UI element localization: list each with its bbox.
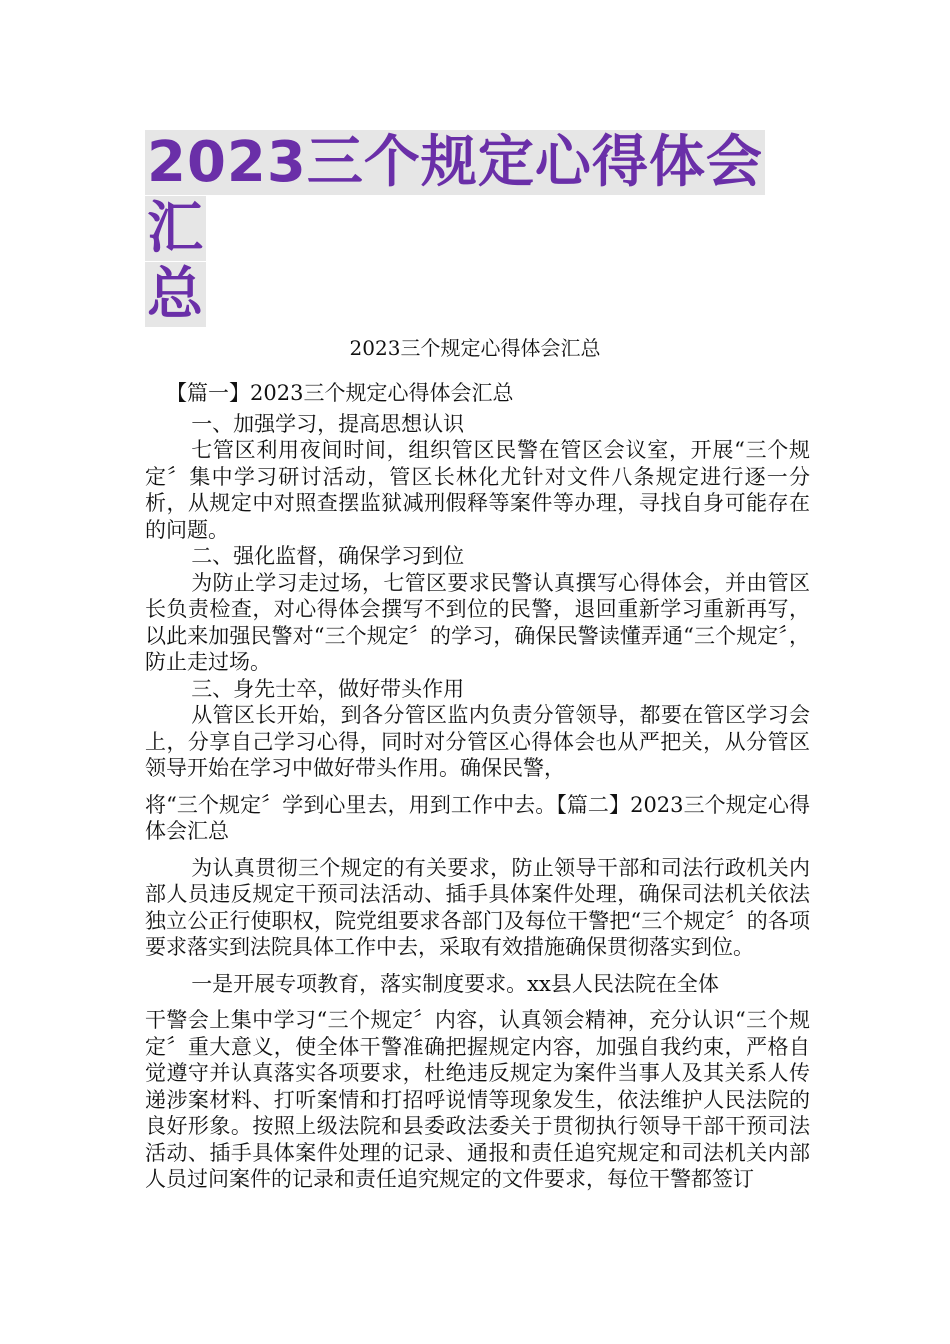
article-2-point-1-body: 干警会上集中学习“三个规定〞内容，认真领会精神，充分认识“三个规定〞重大意义，使全体干警准确把握规定内容，加强自我约束，严格自觉遵守并认真落实各项要求，杜绝违反规定为案件当事人及其关系人传递涉案材料、打听案情和打招呼说情等现象发生，依法维护人民法院的良好形象。按照上级法院和县委政法委关于贯彻执行领导干部干预司法活动、插手具体案件处理的记录、通报和责任追究规定和司法机关内部人员过问案件的记录和责任追究规定的文件要求，每位干警都签订 — [145, 1008, 810, 1191]
article-2-intro: 为认真贯彻三个规定的有关要求，防止领导干部和司法行政机关内部人员违反规定干预司法活动、插手具体案件处理，确保司法机关依法独立公正行使职权，院党组要求各部门及每位干警把“三个规定〞的各项要求落实到法院具体工作中去，采取有效措施确保贯彻落实到位。 — [145, 855, 810, 959]
main-title-line-2: 总 — [147, 262, 204, 327]
main-title-line-1: 2023三个规定心得体会汇 — [147, 130, 763, 261]
article-1-section-3-title: 三、身先士卒，做好带头作用 — [191, 676, 465, 701]
article-1-heading: 【篇一】2023三个规定心得体会汇总 — [166, 381, 514, 405]
article-2-point-1-head: 一是开展专项教育，落实制度要求。xx县人民法院在全体 — [191, 971, 719, 996]
article-1-section-1-body: 七管区利用夜间时间，组织管区民警在管区会议室，开展“三个规定〞集中学习研讨活动，管区长林化尤针对文件八条规定进行逐一分析，从规定中对照查摆监狱减刑假释等案件等办理，寻找自身可能存在的问题。 — [145, 438, 810, 542]
article-1-section-3-body: 从管区长开始，到各分管区监内负责分管领导，都要在管区学习会上，分享自己学习心得，同时对分管区心得体会也从严把关，从分管区领导开始在学习中做好带头作用。确保民警， — [145, 703, 810, 780]
article-1-section-1-title: 一、加强学习，提高思想认识 — [191, 411, 465, 436]
document-subtitle: 2023三个规定心得体会汇总 — [349, 336, 601, 360]
article-1-section-2-title: 二、强化监督，确保学习到位 — [191, 544, 465, 568]
document-main-title — [145, 130, 815, 328]
document-body — [145, 380, 810, 1193]
article-1-section-2-body: 为防止学习走过场，七管区要求民警认真撰写心得体会，并由管区长负责检查，对心得体会撰写不到位的民警，退回重新学习重新再写，以此来加强民警对“三个规定〞的学习，确保民警读懂弄通“三个规定〞，防止走过场。 — [145, 570, 810, 674]
article-1-section-3-tail: 将“三个规定〞学到心里去，用到工作中去。【篇二】2023三个规定心得体会汇总 — [145, 792, 810, 843]
